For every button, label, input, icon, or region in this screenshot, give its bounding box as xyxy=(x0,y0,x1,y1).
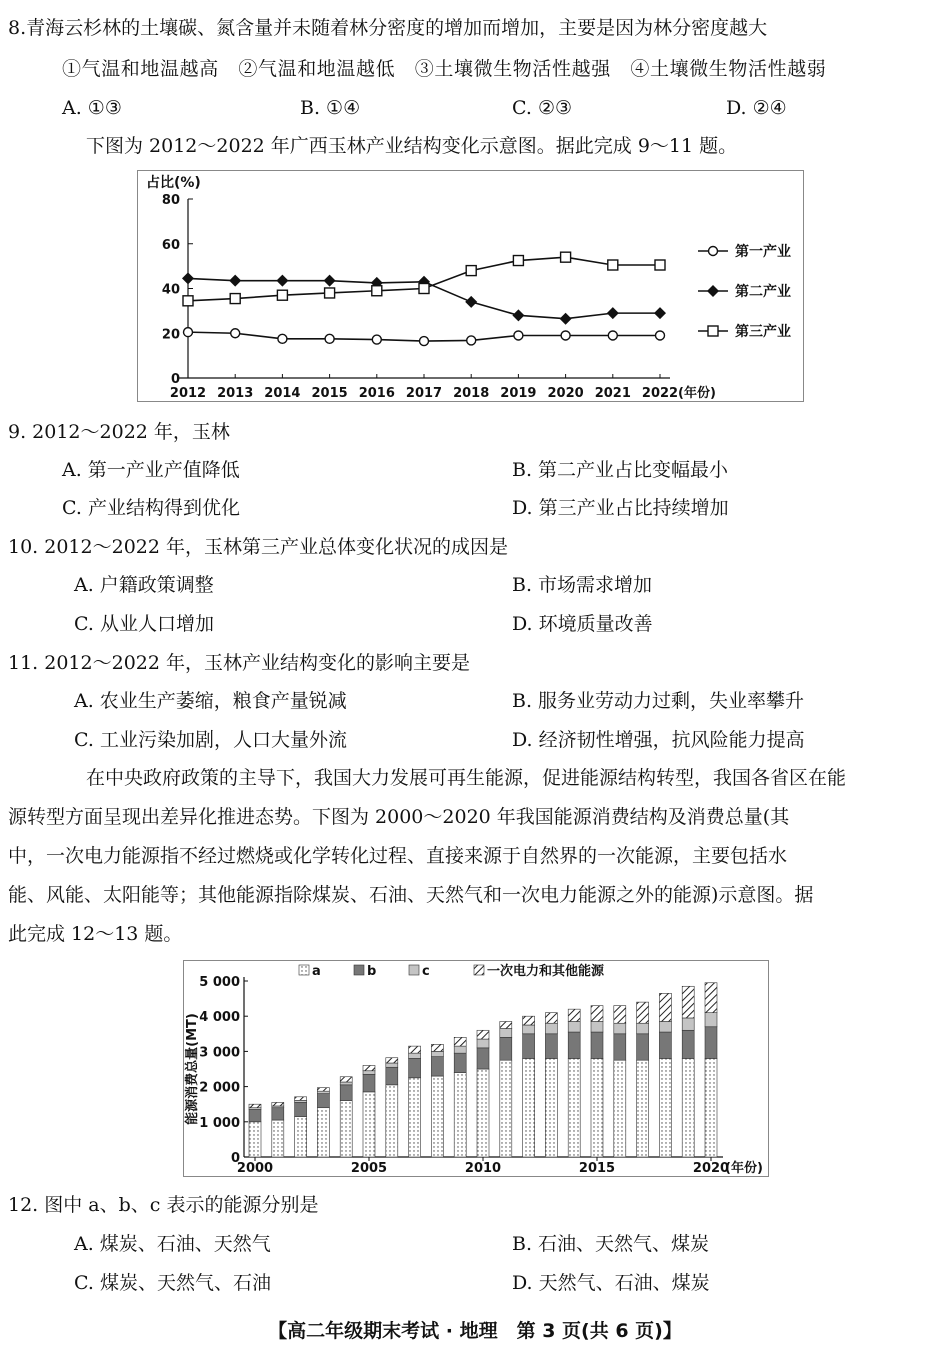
bar-segment xyxy=(363,1065,375,1070)
bar-segment xyxy=(386,1067,398,1085)
data-point xyxy=(419,284,429,294)
q9-stem: 9. 2012～2022 年，玉林 xyxy=(8,421,230,443)
bar-segment xyxy=(317,1088,329,1092)
energy-consumption-chart xyxy=(183,960,769,1177)
industry-structure-chart-svg xyxy=(138,171,803,401)
q11-option-a: A. 农业生产萎缩，粮食产量锐减 xyxy=(74,690,347,712)
data-point xyxy=(183,296,193,306)
x-axis-label: (年份) xyxy=(725,1161,763,1176)
bar-segment xyxy=(568,1058,580,1157)
bar-segment xyxy=(431,1044,443,1051)
bar-segment xyxy=(454,1073,466,1157)
q11-option-b: B. 服务业劳动力过剩，失业率攀升 xyxy=(512,690,805,712)
intro-12-13-line-4: 能、风能、太阳能等；其他能源指除煤炭、石油、天然气和一次电力能源之外的能源)示意图。据 xyxy=(8,884,814,906)
bar-segment xyxy=(500,1037,512,1060)
q8-option-d: D. ②④ xyxy=(726,97,787,119)
q8-option-c: C. ②③ xyxy=(512,97,573,119)
q11-stem: 11. 2012～2022 年，玉林产业结构变化的影响主要是 xyxy=(8,652,471,674)
bar-segment xyxy=(477,1039,489,1048)
data-point xyxy=(514,331,523,340)
q10-stem: 10. 2012～2022 年，玉林第三产业总体变化状况的成因是 xyxy=(8,536,509,558)
y-tick-label: 2 000 xyxy=(199,1080,240,1096)
bar-segment xyxy=(272,1120,284,1157)
data-point xyxy=(561,331,570,340)
y-tick-label: 0 xyxy=(230,1151,240,1166)
bar-segment xyxy=(637,1034,649,1060)
bar-segment xyxy=(249,1109,261,1121)
energy-consumption-chart-svg xyxy=(184,961,768,1176)
bar-segment xyxy=(295,1097,307,1101)
intro-12-13-line-1: 在中央政府政策的主导下，我国大力发展可再生能源，促进能源结构转型，我国各省区在能 xyxy=(86,767,847,789)
x-tick-label: 2020 xyxy=(692,1161,730,1176)
data-point xyxy=(420,337,429,346)
legend-swatch xyxy=(299,965,309,975)
y-tick-label: 3 000 xyxy=(199,1045,240,1061)
q9-option-b: B. 第二产业占比变幅最小 xyxy=(512,459,729,481)
bar-segment xyxy=(454,1053,466,1072)
x-tick-label: 2012 xyxy=(169,386,207,401)
bar-segment xyxy=(591,1021,603,1032)
bar-segment xyxy=(591,1058,603,1157)
q10-option-c: C. 从业人口增加 xyxy=(74,613,214,635)
bar-segment xyxy=(637,1002,649,1023)
bar-segment xyxy=(249,1122,261,1157)
bar-segment xyxy=(705,1013,717,1027)
industry-structure-chart xyxy=(137,170,804,402)
bar-segment xyxy=(637,1060,649,1157)
bar-segment xyxy=(272,1102,284,1106)
x-tick-label: 2015 xyxy=(578,1161,616,1176)
bar-segment xyxy=(568,1032,580,1058)
bar-segment xyxy=(317,1108,329,1157)
data-point xyxy=(229,275,241,287)
bar-segment xyxy=(614,1006,626,1024)
bar-segment xyxy=(523,1025,535,1034)
legend-swatch xyxy=(409,965,419,975)
legend-label: c xyxy=(422,964,430,979)
bar-segment xyxy=(614,1060,626,1157)
y-axis-label: 占比(%) xyxy=(146,175,201,191)
q8-stem: 8.青海云杉林的土壤碳、氮含量并未随着林分密度的增加而增加，主要是因为林分密度越大 xyxy=(8,17,768,39)
data-point xyxy=(231,329,240,338)
bar-segment xyxy=(340,1085,352,1101)
data-point xyxy=(608,331,617,340)
data-point xyxy=(512,309,524,321)
bar-segment xyxy=(454,1037,466,1046)
bar-segment xyxy=(340,1101,352,1157)
data-point xyxy=(372,286,382,296)
bar-segment xyxy=(500,1021,512,1028)
data-point xyxy=(467,336,476,345)
bar-segment xyxy=(523,1058,535,1157)
q10-option-a: A. 户籍政策调整 xyxy=(74,574,214,596)
bar-segment xyxy=(477,1048,489,1069)
q9-option-a: A. 第一产业产值降低 xyxy=(62,459,240,481)
data-point xyxy=(655,260,665,270)
data-point xyxy=(278,334,287,343)
bar-segment xyxy=(454,1046,466,1053)
data-point xyxy=(465,296,477,308)
bar-segment xyxy=(659,1058,671,1157)
bar-segment xyxy=(682,986,694,1018)
y-tick-label: 1 000 xyxy=(199,1115,240,1131)
legend-label: b xyxy=(367,964,377,979)
q8-option-b: B. ①④ xyxy=(300,97,361,119)
q12-option-b: B. 石油、天然气、煤炭 xyxy=(512,1233,710,1255)
bar-segment xyxy=(705,1058,717,1157)
y-axis-label: 能源消费总量(MT) xyxy=(185,1013,200,1125)
bar-segment xyxy=(568,1009,580,1021)
bar-segment xyxy=(523,1016,535,1025)
bar-segment xyxy=(545,1013,557,1024)
bar-segment xyxy=(431,1076,443,1157)
data-point xyxy=(607,307,619,319)
x-tick-label: 2010 xyxy=(464,1161,502,1176)
data-point xyxy=(182,272,194,284)
q9-option-c: C. 产业结构得到优化 xyxy=(62,497,240,519)
legend-swatch xyxy=(354,965,364,975)
x-tick-label: 2022 xyxy=(641,386,679,401)
data-point xyxy=(277,290,287,300)
data-point xyxy=(513,256,523,266)
intro-12-13-line-5: 此完成 12～13 题。 xyxy=(8,923,183,945)
q12-option-d: D. 天然气、石油、煤炭 xyxy=(512,1272,710,1294)
bar-segment xyxy=(682,1058,694,1157)
bar-segment xyxy=(659,1032,671,1058)
bar-segment xyxy=(386,1085,398,1157)
legend-marker xyxy=(709,247,718,256)
q10-option-b: B. 市场需求增加 xyxy=(512,574,653,596)
bar-segment xyxy=(637,1023,649,1034)
page-footer: 【高二年级期末考试 · 地理 第 3 页(共 6 页)】 xyxy=(268,1320,682,1342)
intro-12-13-line-2: 源转型方面呈现出差异化推进态势。下图为 2000～2020 年我国能源消费结构及消费总量(其 xyxy=(8,806,790,828)
data-point xyxy=(230,294,240,304)
q12-option-c: C. 煤炭、天然气、石油 xyxy=(74,1272,271,1294)
bar-segment xyxy=(705,983,717,1013)
data-point xyxy=(276,275,288,287)
x-tick-label: 2017 xyxy=(405,386,443,401)
legend-label: 一次电力和其他能源 xyxy=(487,964,605,979)
bar-segment xyxy=(295,1102,307,1116)
intro-9-11: 下图为 2012～2022 年广西玉林产业结构变化示意图。据此完成 9～11 题。 xyxy=(86,135,738,157)
data-point xyxy=(561,252,571,262)
y-tick-label: 40 xyxy=(161,282,180,298)
x-tick-label: 2014 xyxy=(264,386,301,401)
bar-segment xyxy=(545,1058,557,1157)
data-point xyxy=(184,328,193,337)
q9-option-d: D. 第三产业占比持续增加 xyxy=(512,497,729,519)
bar-segment xyxy=(249,1104,261,1108)
bar-segment xyxy=(409,1078,421,1157)
x-tick-label: 2005 xyxy=(350,1161,388,1176)
y-tick-label: 0 xyxy=(170,372,180,387)
x-tick-label: 2013 xyxy=(217,386,254,401)
data-point xyxy=(324,275,336,287)
bar-segment xyxy=(591,1006,603,1022)
bar-segment xyxy=(477,1069,489,1157)
bar-segment xyxy=(363,1092,375,1157)
bar-segment xyxy=(340,1082,352,1085)
bar-segment xyxy=(545,1034,557,1059)
data-point xyxy=(654,307,666,319)
data-point xyxy=(608,260,618,270)
bar-segment xyxy=(682,1030,694,1058)
data-point xyxy=(325,288,335,298)
bar-segment xyxy=(363,1071,375,1075)
data-point xyxy=(466,266,476,276)
q12-option-a: A. 煤炭、石油、天然气 xyxy=(74,1233,271,1255)
bar-segment xyxy=(295,1117,307,1157)
q11-option-c: C. 工业污染加剧，人口大量外流 xyxy=(74,729,347,751)
bar-segment xyxy=(523,1034,535,1059)
legend-label: 第一产业 xyxy=(735,244,791,260)
data-point xyxy=(325,334,334,343)
q12-stem: 12. 图中 a、b、c 表示的能源分别是 xyxy=(8,1194,319,1216)
bar-segment xyxy=(409,1053,421,1058)
y-tick-label: 4 000 xyxy=(199,1010,240,1026)
bar-segment xyxy=(500,1060,512,1157)
bar-segment xyxy=(591,1032,603,1058)
q8-items: ①气温和地温越高 ②气温和地温越低 ③土壤微生物活性越强 ④土壤微生物活性越弱 xyxy=(62,58,827,80)
legend-label: a xyxy=(312,964,321,979)
data-point xyxy=(560,313,572,325)
bar-segment xyxy=(614,1023,626,1034)
intro-12-13-line-3: 中，一次电力能源指不经过燃烧或化学转化过程、直接来源于自然界的一次能源，主要包括水 xyxy=(8,845,788,867)
bar-segment xyxy=(363,1074,375,1092)
bar-segment xyxy=(386,1058,398,1063)
bar-segment xyxy=(682,1018,694,1030)
bar-segment xyxy=(317,1094,329,1108)
bar-segment xyxy=(614,1034,626,1060)
q8-option-a: A. ①③ xyxy=(62,97,122,119)
bar-segment xyxy=(431,1057,443,1076)
bar-segment xyxy=(409,1058,421,1077)
data-point xyxy=(372,335,381,344)
bar-segment xyxy=(272,1108,284,1120)
bar-segment xyxy=(295,1100,307,1102)
legend-marker xyxy=(707,285,719,297)
y-tick-label: 20 xyxy=(161,327,180,343)
bar-segment xyxy=(568,1021,580,1032)
y-tick-label: 80 xyxy=(161,193,180,208)
legend-label: 第二产业 xyxy=(735,284,791,300)
x-tick-label: 2021 xyxy=(594,386,631,401)
bar-segment xyxy=(659,993,671,1021)
bar-segment xyxy=(317,1091,329,1093)
bar-segment xyxy=(477,1030,489,1039)
x-tick-label: 2015 xyxy=(311,386,348,401)
y-tick-label: 60 xyxy=(161,237,180,253)
bar-segment xyxy=(386,1063,398,1067)
bar-segment xyxy=(659,1021,671,1032)
legend-label: 第三产业 xyxy=(735,324,791,340)
bar-segment xyxy=(545,1023,557,1034)
data-point xyxy=(656,331,665,340)
x-tick-label: 2019 xyxy=(500,386,537,401)
x-tick-label: 2018 xyxy=(453,386,490,401)
x-axis-label: (年份) xyxy=(678,386,716,401)
bar-segment xyxy=(500,1029,512,1038)
bar-segment xyxy=(705,1027,717,1059)
legend-swatch xyxy=(474,965,484,975)
bar-segment xyxy=(431,1051,443,1056)
x-tick-label: 2020 xyxy=(547,386,584,401)
bar-segment xyxy=(340,1077,352,1082)
q11-option-d: D. 经济韧性增强，抗风险能力提高 xyxy=(512,729,805,751)
x-tick-label: 2000 xyxy=(236,1161,274,1176)
y-tick-label: 5 000 xyxy=(199,975,240,990)
x-tick-label: 2016 xyxy=(358,386,395,401)
bar-segment xyxy=(409,1046,421,1053)
legend-marker xyxy=(708,326,718,336)
q10-option-d: D. 环境质量改善 xyxy=(512,613,653,635)
